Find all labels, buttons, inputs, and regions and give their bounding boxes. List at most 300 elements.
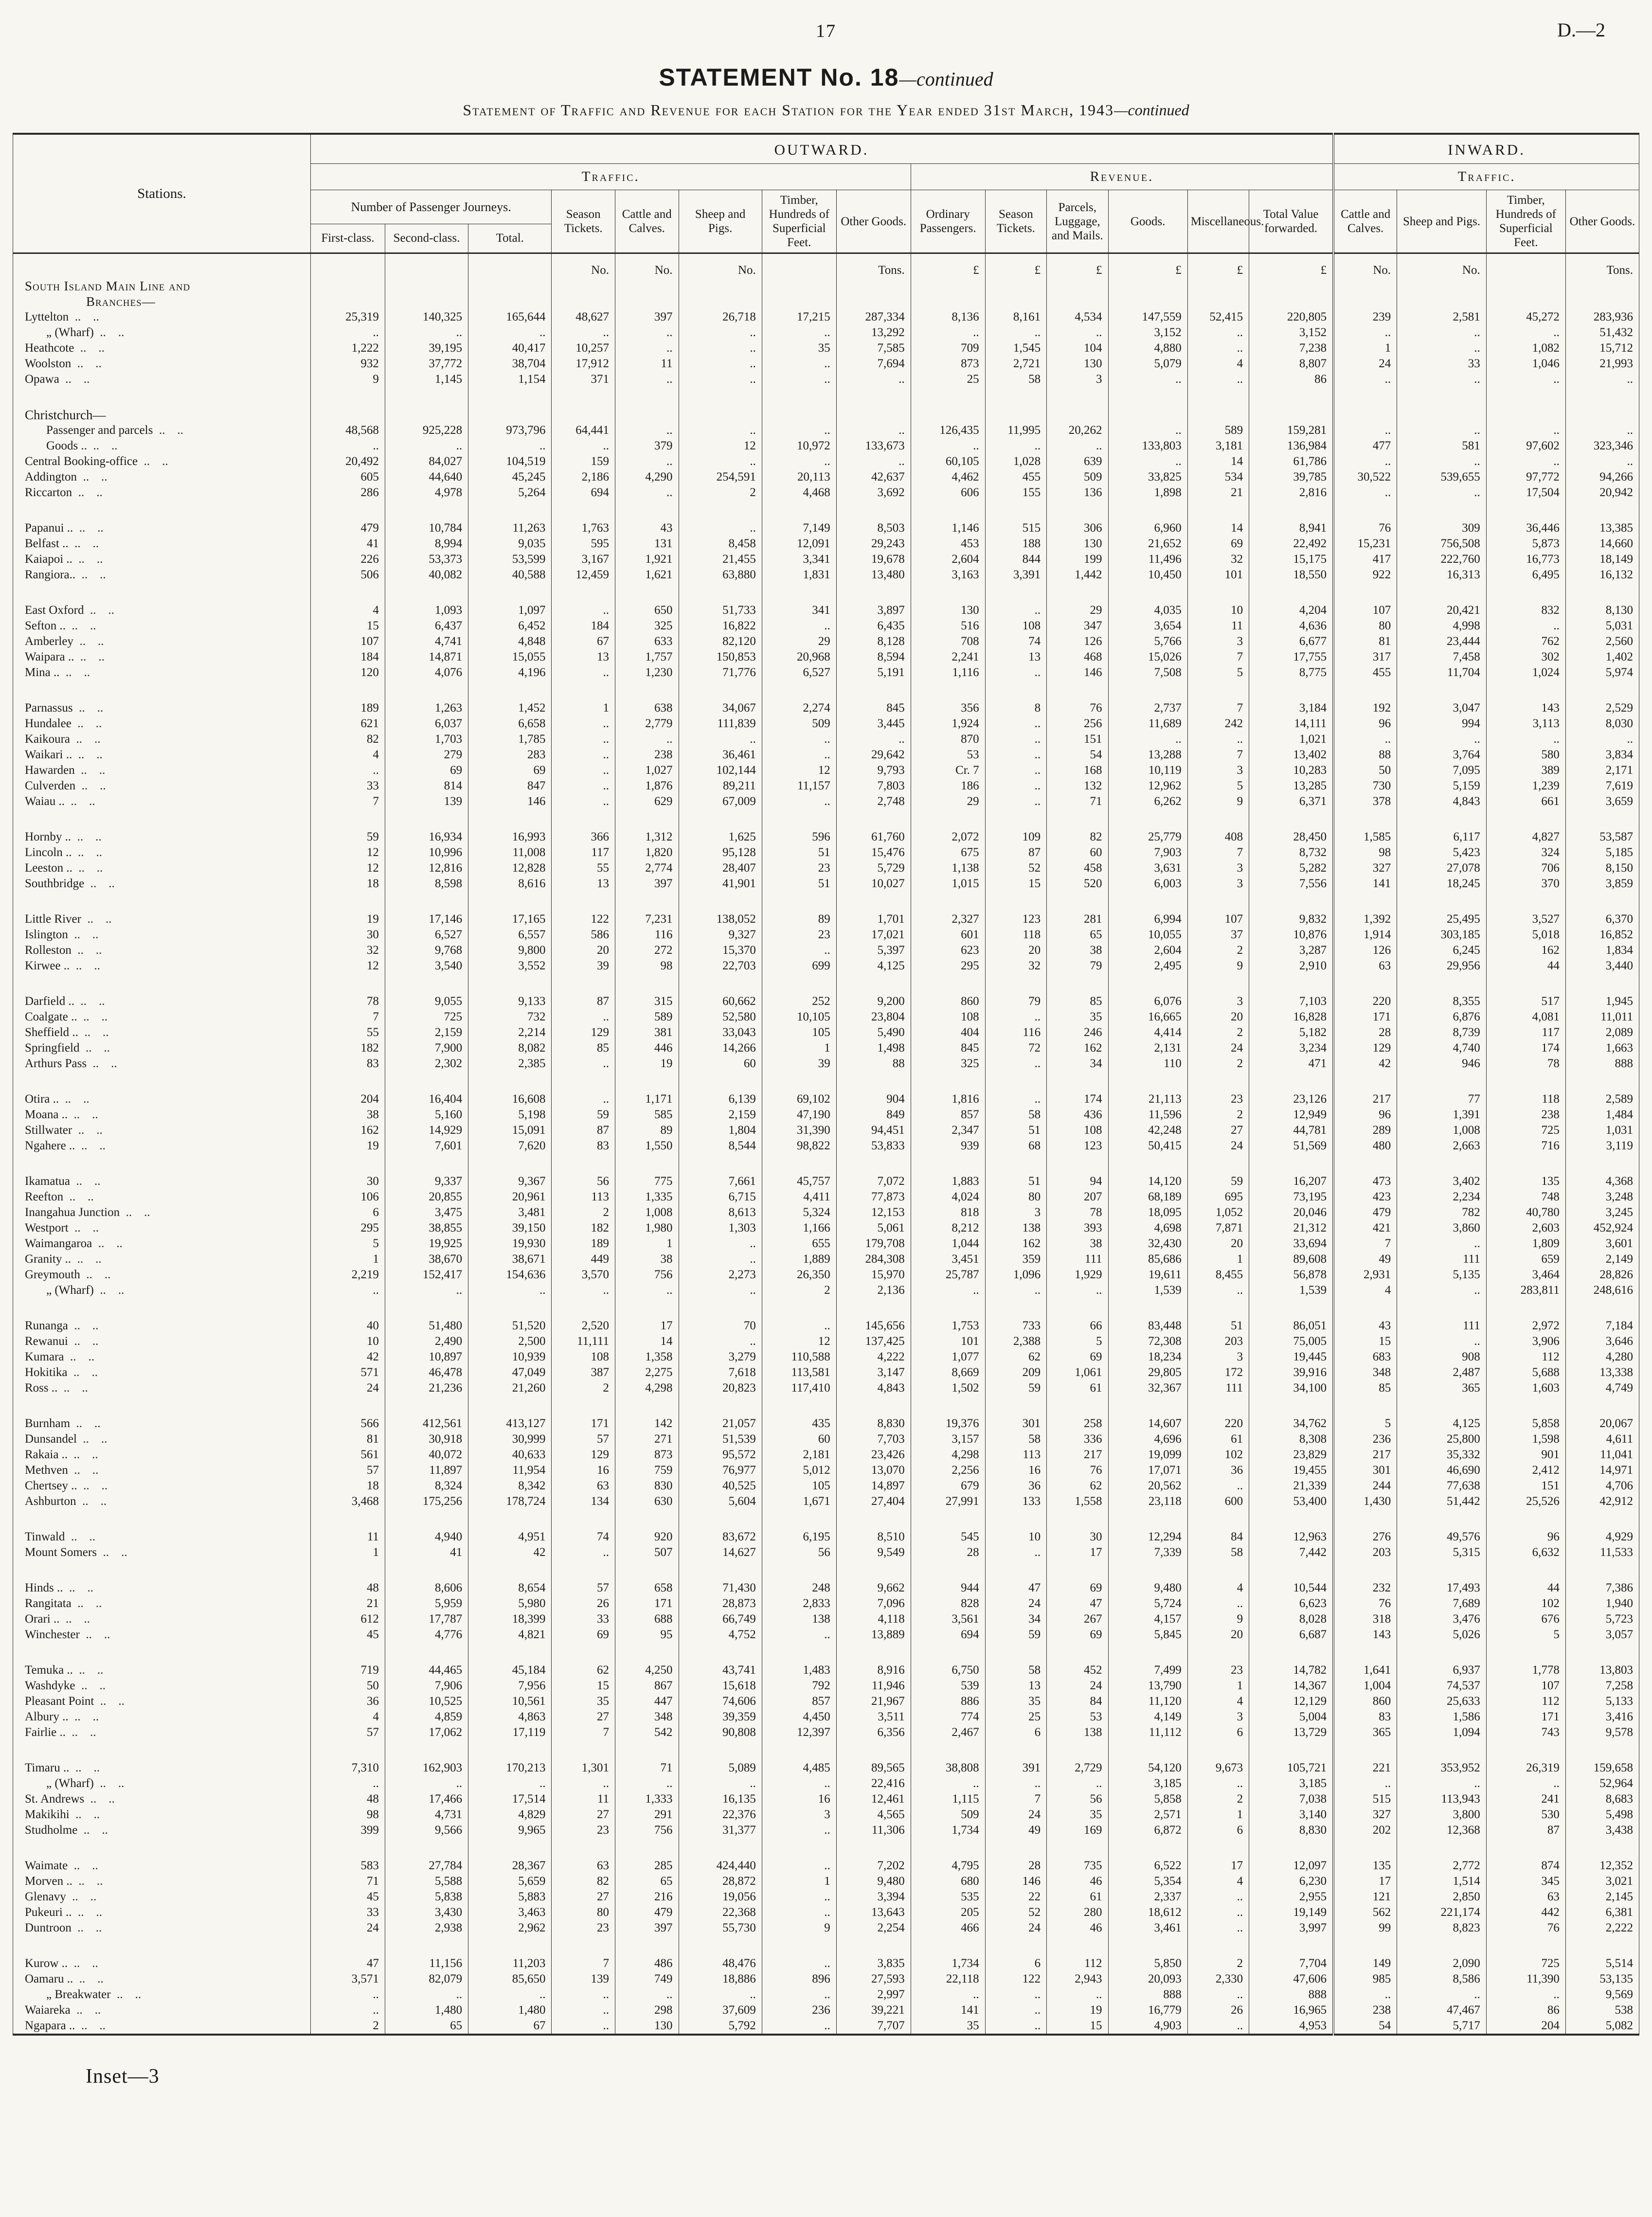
value-cell: 4,698 xyxy=(1108,1220,1187,1236)
value-cell: 16 xyxy=(985,1463,1046,1478)
value-cell: 29 xyxy=(911,794,985,809)
value-cell: 221,174 xyxy=(1397,1905,1487,1920)
value-cell: 17 xyxy=(1333,1874,1397,1889)
value-cell: 121 xyxy=(1333,1889,1397,1905)
value-cell: 11,689 xyxy=(1108,716,1187,732)
table-row xyxy=(13,309,1639,325)
value-cell: .. xyxy=(985,747,1046,763)
value-cell: 10,525 xyxy=(385,1694,468,1709)
value-cell: 4,157 xyxy=(1108,1611,1187,1627)
value-cell: 1,820 xyxy=(615,845,679,860)
value-cell: 11,306 xyxy=(836,1823,911,1838)
value-cell: 1,171 xyxy=(615,1072,679,1107)
table-row xyxy=(13,974,1639,1009)
value-cell: .. xyxy=(552,325,615,340)
value-cell: 7,310 xyxy=(310,1740,385,1776)
station-cell: Greymouth .. .. xyxy=(13,1267,311,1283)
stations-column-header xyxy=(13,134,311,253)
value-cell: 96 xyxy=(1333,716,1397,732)
value-cell: 1,898 xyxy=(1108,485,1187,501)
table-row xyxy=(13,1740,1639,1776)
value-cell: .. xyxy=(552,1545,615,1560)
value-cell: 37 xyxy=(1187,927,1249,943)
value-cell: 8,613 xyxy=(679,1205,762,1220)
value-cell: 4,081 xyxy=(1486,1009,1565,1025)
value-cell: 18,095 xyxy=(1108,1205,1187,1220)
value-cell: 83,672 xyxy=(679,1509,762,1545)
unit-cell: Tons. xyxy=(1565,253,1639,279)
value-cell: 138,052 xyxy=(679,892,762,927)
value-cell: 7,499 xyxy=(1108,1643,1187,1678)
value-cell: 111 xyxy=(1047,1252,1108,1267)
table-row xyxy=(13,454,1639,469)
value-cell: 2,385 xyxy=(468,1056,552,1072)
station-cell: Washdyke .. .. xyxy=(13,1678,311,1694)
value-cell: 28,872 xyxy=(679,1874,762,1889)
value-cell: 8,823 xyxy=(1397,1920,1487,1936)
value-cell: 2,997 xyxy=(836,1987,911,2002)
value-cell: 37,609 xyxy=(679,2002,762,2018)
station-cell: „ Breakwater .. .. xyxy=(13,1987,311,2002)
value-cell: 162 xyxy=(1047,1040,1108,1056)
value-cell: 12,091 xyxy=(762,536,836,552)
value-cell: 452 xyxy=(1047,1643,1108,1678)
inward-other-goods-header: Other Goods. xyxy=(1565,190,1639,253)
value-cell: 209 xyxy=(985,1365,1046,1380)
value-cell: 38,704 xyxy=(468,356,552,372)
value-cell: .. xyxy=(552,2002,615,2018)
value-cell: .. xyxy=(1187,1889,1249,1905)
value-cell: 24 xyxy=(985,1920,1046,1936)
value-cell: 21 xyxy=(1187,485,1249,501)
station-cell: Pukeuri .. .. .. xyxy=(13,1905,311,1920)
value-cell: 19 xyxy=(310,1138,385,1154)
value-cell: 706 xyxy=(1486,860,1565,876)
value-cell: 583 xyxy=(310,1838,385,1874)
table-row xyxy=(13,1627,1639,1643)
value-cell: 46 xyxy=(1047,1874,1108,1889)
table-row xyxy=(13,1040,1639,1056)
value-cell: 72,308 xyxy=(1108,1334,1187,1349)
station-cell: Southbridge .. .. xyxy=(13,876,311,892)
value-cell: 9,367 xyxy=(468,1154,552,1189)
value-cell: 5,089 xyxy=(679,1740,762,1776)
value-cell: 19 xyxy=(310,892,385,927)
value-cell: 2,181 xyxy=(762,1447,836,1463)
value-cell: 3,181 xyxy=(1187,438,1249,454)
value-cell: 48 xyxy=(310,1560,385,1596)
value-cell: 436 xyxy=(1047,1107,1108,1123)
station-cell: Kurow .. .. .. xyxy=(13,1936,311,1971)
table-row xyxy=(13,778,1639,794)
station-cell: Mount Somers .. .. xyxy=(13,1545,311,1560)
station-cell: Waimate .. .. xyxy=(13,1838,311,1874)
value-cell: 12 xyxy=(762,763,836,778)
value-cell: 123 xyxy=(985,892,1046,927)
value-cell: 5,324 xyxy=(762,1205,836,1220)
value-cell: 129 xyxy=(1333,1040,1397,1056)
value-cell: 3 xyxy=(1187,634,1249,649)
value-cell: 9,337 xyxy=(385,1154,468,1189)
value-cell: 6,872 xyxy=(1108,1823,1187,1838)
value-cell: 133 xyxy=(985,1494,1046,1509)
value-cell: 595 xyxy=(552,536,615,552)
value-cell: 1,335 xyxy=(615,1189,679,1205)
value-cell: 25 xyxy=(911,372,985,387)
value-cell: 13,889 xyxy=(836,1627,911,1643)
value-cell: 14,782 xyxy=(1249,1643,1334,1678)
value-cell: 42 xyxy=(1333,1056,1397,1072)
value-cell: 11,112 xyxy=(1108,1725,1187,1740)
value-cell: 139 xyxy=(385,794,468,809)
value-cell: 5,588 xyxy=(385,1874,468,1889)
value-cell: 8,683 xyxy=(1565,1791,1639,1807)
value-cell: 9 xyxy=(1187,958,1249,974)
value-cell xyxy=(310,278,385,294)
value-cell: 6,356 xyxy=(836,1725,911,1740)
value-cell: 36 xyxy=(985,1478,1046,1494)
value-cell: 4,411 xyxy=(762,1189,836,1205)
table-row xyxy=(13,1987,1639,2002)
value-cell: 814 xyxy=(385,778,468,794)
value-cell: 246 xyxy=(1047,1025,1108,1040)
value-cell: 1,097 xyxy=(468,583,552,618)
value-cell: 7,258 xyxy=(1565,1678,1639,1694)
value-cell: 5,604 xyxy=(679,1494,762,1509)
value-cell: 122 xyxy=(552,892,615,927)
value-cell: 38 xyxy=(1047,943,1108,958)
value-cell: .. xyxy=(1108,423,1187,438)
value-cell: 341 xyxy=(762,583,836,618)
value-cell: 25,495 xyxy=(1397,892,1487,927)
value-cell xyxy=(1486,294,1565,309)
value-cell: .. xyxy=(1486,732,1565,747)
value-cell: .. xyxy=(679,372,762,387)
station-cell: Tinwald .. .. xyxy=(13,1509,311,1545)
value-cell: 38 xyxy=(615,1252,679,1267)
value-cell xyxy=(1333,294,1397,309)
value-cell: 8,030 xyxy=(1565,716,1639,732)
value-cell: 4,880 xyxy=(1108,340,1187,356)
value-cell: 1 xyxy=(552,680,615,716)
value-cell: 151 xyxy=(1047,732,1108,747)
value-cell: 17,504 xyxy=(1486,485,1565,501)
value-cell: 621 xyxy=(310,716,385,732)
value-cell: 3,571 xyxy=(310,1971,385,1987)
value-cell: 5,160 xyxy=(385,1107,468,1123)
value-cell: 14,929 xyxy=(385,1123,468,1138)
value-cell: 13,729 xyxy=(1249,1725,1334,1740)
value-cell: 585 xyxy=(615,1107,679,1123)
value-cell: 857 xyxy=(762,1694,836,1709)
value-cell: 2,330 xyxy=(1187,1971,1249,1987)
value-cell: 66 xyxy=(1047,1298,1108,1334)
value-cell: 2 xyxy=(552,1380,615,1396)
value-cell: 756,508 xyxy=(1397,536,1487,552)
value-cell: 9,035 xyxy=(468,536,552,552)
value-cell: .. xyxy=(1333,485,1397,501)
value-cell: 423 xyxy=(1333,1189,1397,1205)
value-cell: 12,368 xyxy=(1397,1823,1487,1838)
value-cell: 42,637 xyxy=(836,469,911,485)
value-cell: 34,762 xyxy=(1249,1396,1334,1431)
value-cell: 50,415 xyxy=(1108,1138,1187,1154)
value-cell: 139 xyxy=(552,1971,615,1987)
value-cell: 171 xyxy=(552,1396,615,1431)
value-cell: 20,113 xyxy=(762,469,836,485)
value-cell: 16,993 xyxy=(468,809,552,845)
value-cell: 1,483 xyxy=(762,1643,836,1678)
value-cell: .. xyxy=(310,325,385,340)
value-cell: 42 xyxy=(310,1349,385,1365)
value-cell: 1,301 xyxy=(552,1740,615,1776)
value-cell: .. xyxy=(911,1776,985,1791)
value-cell: .. xyxy=(1565,423,1639,438)
value-cell: 3,147 xyxy=(836,1365,911,1380)
value-cell: 2,256 xyxy=(911,1463,985,1478)
value-cell: 77 xyxy=(1397,1072,1487,1107)
value-cell: .. xyxy=(552,716,615,732)
value-cell: 21,260 xyxy=(468,1380,552,1396)
value-cell: 847 xyxy=(468,778,552,794)
value-cell: .. xyxy=(1397,732,1487,747)
station-cell: Ngahere .. .. .. xyxy=(13,1138,311,1154)
value-cell: 586 xyxy=(552,927,615,943)
value-cell: .. xyxy=(1486,325,1565,340)
value-cell: 51,539 xyxy=(679,1431,762,1447)
value-cell: 271 xyxy=(615,1431,679,1447)
value-cell: 43 xyxy=(1333,1298,1397,1334)
value-cell: 172 xyxy=(1187,1365,1249,1380)
value-cell: 566 xyxy=(310,1396,385,1431)
value-cell: 2,779 xyxy=(615,716,679,732)
value-cell: 449 xyxy=(552,1252,615,1267)
value-cell: 8,830 xyxy=(1249,1823,1334,1838)
table-row xyxy=(13,1138,1639,1154)
value-cell: 12,352 xyxy=(1565,1838,1639,1874)
value-cell: 32,367 xyxy=(1108,1380,1187,1396)
value-cell: 3 xyxy=(1047,372,1108,387)
value-cell: .. xyxy=(1047,1283,1108,1298)
value-cell: 79 xyxy=(1047,958,1108,974)
value-cell: 1,550 xyxy=(615,1138,679,1154)
value-cell: 76 xyxy=(1333,501,1397,536)
value-cell: .. xyxy=(1397,325,1487,340)
value-cell: 10,283 xyxy=(1249,763,1334,778)
value-cell: 19,925 xyxy=(385,1236,468,1252)
value-cell: 39,785 xyxy=(1249,469,1334,485)
value-cell: 1,452 xyxy=(468,680,552,716)
value-cell: 20,968 xyxy=(762,649,836,665)
value-cell: 14,660 xyxy=(1565,536,1639,552)
unit-cell xyxy=(1486,253,1565,279)
value-cell: 944 xyxy=(911,1560,985,1596)
value-cell: .. xyxy=(1333,372,1397,387)
table-row xyxy=(13,1694,1639,1709)
value-cell: 1 xyxy=(762,1874,836,1889)
value-cell: 35 xyxy=(552,1694,615,1709)
value-cell: 3,430 xyxy=(385,1905,468,1920)
value-cell: 133,803 xyxy=(1108,438,1187,454)
value-cell: 7,038 xyxy=(1249,1791,1334,1807)
value-cell: 11 xyxy=(1187,618,1249,634)
table-row xyxy=(13,1889,1639,1905)
value-cell: .. xyxy=(679,454,762,469)
station-cell: Methven .. .. xyxy=(13,1463,311,1478)
value-cell: 3,416 xyxy=(1565,1709,1639,1725)
value-cell: 318 xyxy=(1333,1611,1397,1627)
value-cell: 63 xyxy=(1333,958,1397,974)
value-cell: 28 xyxy=(911,1545,985,1560)
value-cell: 629 xyxy=(615,794,679,809)
value-cell: .. xyxy=(552,778,615,794)
station-cell: Ngapara .. .. .. xyxy=(13,2018,311,2035)
table-row xyxy=(13,438,1639,454)
value-cell: 96 xyxy=(1333,1107,1397,1123)
value-cell: 131 xyxy=(615,536,679,552)
table-row xyxy=(13,567,1639,583)
value-cell: 455 xyxy=(1333,665,1397,680)
value-cell: 111 xyxy=(1187,1380,1249,1396)
value-cell: 45,245 xyxy=(468,469,552,485)
value-cell: 2,910 xyxy=(1249,958,1334,974)
value-cell: 60 xyxy=(1047,845,1108,860)
value-cell: 108 xyxy=(985,618,1046,634)
value-cell: 6,370 xyxy=(1565,892,1639,927)
value-cell: 20,262 xyxy=(1047,423,1108,438)
value-cell: 3,476 xyxy=(1397,1611,1487,1627)
value-cell: 54 xyxy=(1333,2018,1397,2035)
value-cell: 20,823 xyxy=(679,1380,762,1396)
value-cell: 4,843 xyxy=(1397,794,1487,809)
value-cell: 4 xyxy=(310,747,385,763)
value-cell: .. xyxy=(1486,454,1565,469)
value-cell xyxy=(985,278,1046,294)
value-cell: 57 xyxy=(310,1463,385,1478)
value-cell: 3 xyxy=(1187,1349,1249,1365)
table-row xyxy=(13,372,1639,387)
value-cell: 19,149 xyxy=(1249,1905,1334,1920)
value-cell: 1,008 xyxy=(1397,1123,1487,1138)
value-cell: 182 xyxy=(310,1040,385,1056)
value-cell: 1,312 xyxy=(615,809,679,845)
value-cell: 9,965 xyxy=(468,1823,552,1838)
value-cell: 89 xyxy=(615,1123,679,1138)
value-cell: 1,145 xyxy=(385,372,468,387)
value-cell: 7,900 xyxy=(385,1040,468,1056)
value-cell: 248 xyxy=(762,1560,836,1596)
unit-cell: Tons. xyxy=(836,253,911,279)
value-cell: 98 xyxy=(1333,845,1397,860)
value-cell: 473 xyxy=(1333,1154,1397,1189)
value-cell: 19,678 xyxy=(836,552,911,567)
value-cell xyxy=(1108,294,1187,309)
value-cell: 2,131 xyxy=(1108,1040,1187,1056)
value-cell: 116 xyxy=(615,927,679,943)
value-cell: 708 xyxy=(911,634,985,649)
value-cell: 98,822 xyxy=(762,1138,836,1154)
value-cell: 6,937 xyxy=(1397,1643,1487,1678)
value-cell: 80 xyxy=(1333,618,1397,634)
value-cell: 4,749 xyxy=(1565,1380,1639,1396)
value-cell: 83 xyxy=(310,1056,385,1072)
value-cell: 52 xyxy=(985,1905,1046,1920)
value-cell: .. xyxy=(985,583,1046,618)
value-cell: 10,972 xyxy=(762,438,836,454)
value-cell: 53,833 xyxy=(836,1138,911,1154)
value-cell: 179,708 xyxy=(836,1236,911,1252)
value-cell: 10,544 xyxy=(1249,1560,1334,1596)
value-cell: 11,008 xyxy=(468,845,552,860)
unit-cell: No. xyxy=(615,253,679,279)
value-cell: 62 xyxy=(552,1643,615,1678)
value-cell: 6 xyxy=(985,1725,1046,1740)
value-cell: 26,350 xyxy=(762,1267,836,1283)
value-cell: .. xyxy=(1397,372,1487,387)
value-cell: 725 xyxy=(385,1009,468,1025)
value-cell: .. xyxy=(1333,732,1397,747)
value-cell: 85,650 xyxy=(468,1971,552,1987)
value-cell: 7,707 xyxy=(836,2018,911,2035)
value-cell: 74,537 xyxy=(1397,1678,1487,1694)
value-cell: 3,391 xyxy=(985,567,1046,583)
value-cell: .. xyxy=(1333,423,1397,438)
value-cell: 870 xyxy=(911,732,985,747)
value-cell: 15 xyxy=(310,618,385,634)
table-row xyxy=(13,1334,1639,1349)
value-cell: 471 xyxy=(1249,1056,1334,1072)
value-cell: .. xyxy=(985,665,1046,680)
value-cell: 2,529 xyxy=(1565,680,1639,716)
value-cell: 5,354 xyxy=(1108,1874,1187,1889)
value-cell: 30 xyxy=(1047,1509,1108,1545)
value-cell: 21 xyxy=(310,1596,385,1611)
value-cell: 2,072 xyxy=(911,809,985,845)
value-cell: .. xyxy=(1397,1283,1487,1298)
value-cell: .. xyxy=(679,1236,762,1252)
value-cell: 4,204 xyxy=(1249,583,1334,618)
value-cell: 116 xyxy=(985,1025,1046,1040)
value-cell: 515 xyxy=(985,501,1046,536)
value-cell: 6,658 xyxy=(468,716,552,732)
value-cell: 5,766 xyxy=(1108,634,1187,649)
value-cell: 424,440 xyxy=(679,1838,762,1874)
value-cell: .. xyxy=(985,716,1046,732)
value-cell: 509 xyxy=(911,1807,985,1823)
value-cell: 18,149 xyxy=(1565,552,1639,567)
value-cell: 3,601 xyxy=(1565,1236,1639,1252)
value-cell: 39,916 xyxy=(1249,1365,1334,1380)
value-cell: 11,263 xyxy=(468,501,552,536)
unit-cell xyxy=(310,253,385,279)
value-cell: 11,120 xyxy=(1108,1694,1187,1709)
value-cell: 15 xyxy=(1333,1334,1397,1349)
station-cell: Ashburton .. .. xyxy=(13,1494,311,1509)
value-cell: 21,967 xyxy=(836,1694,911,1709)
station-cell: Sefton .. .. .. xyxy=(13,618,311,634)
value-cell: 138 xyxy=(762,1611,836,1627)
value-cell: 2,186 xyxy=(552,469,615,485)
value-cell: 1,028 xyxy=(985,454,1046,469)
table-row xyxy=(13,716,1639,732)
value-cell: 6 xyxy=(310,1205,385,1220)
value-cell: 87 xyxy=(552,1123,615,1138)
value-cell: .. xyxy=(762,2018,836,2035)
value-cell: 18,245 xyxy=(1397,876,1487,892)
value-cell: 515 xyxy=(1333,1791,1397,1807)
value-cell: 46,690 xyxy=(1397,1463,1487,1478)
page-header xyxy=(13,18,1639,49)
